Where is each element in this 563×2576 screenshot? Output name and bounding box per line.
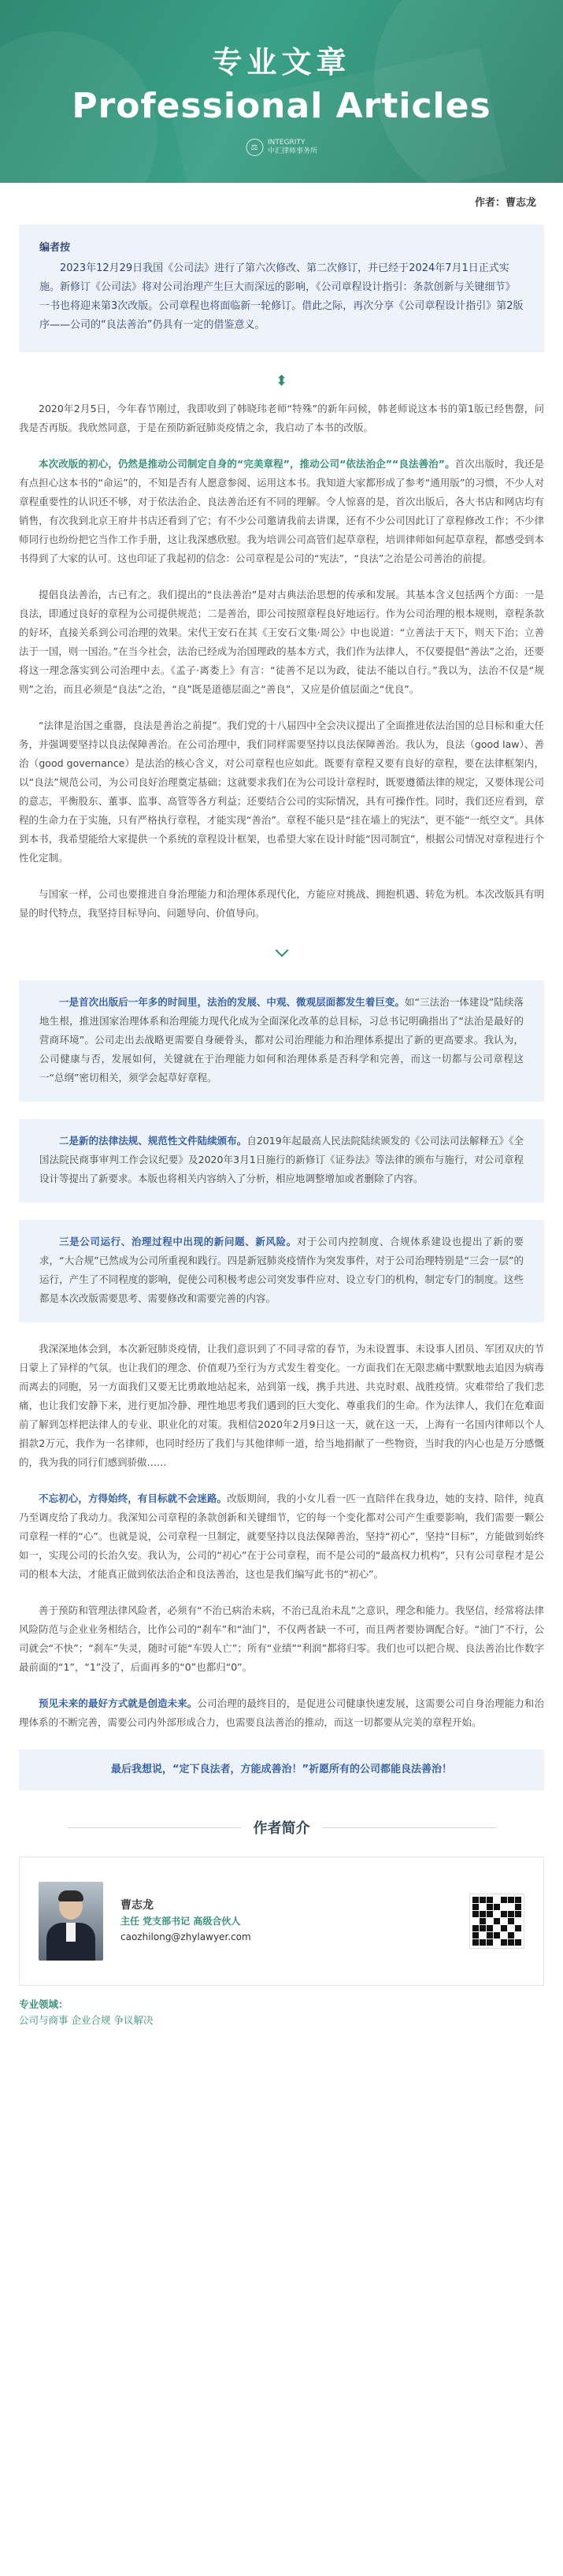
editor-note-label: 编者按 bbox=[39, 242, 71, 254]
point-box-1: 一是首次出版后一年多的时间里，法治的发展、中观、微观层面都发生着巨变。如“三法治一体建设”陆续落地生根，推进国家治理体系和治理能力现代化成为全面深化改革的总目标，习总书记明确指出了“法治是最好的营商环境”。公司走出去战略更需要自身硬骨头，都对公司治理能力和治理体系提出了新的更高要求。我认为，公司健康与否，发展如何，关键就在于治理能力如何和治理体系是否科学和完善，而这一切都与公司章程这一“总纲”密切相关，须学会起草好章程。 bbox=[19, 980, 544, 1102]
author-card bbox=[19, 1857, 544, 1986]
article-content bbox=[0, 225, 563, 1790]
practice-areas: 专业领域： 公司与商事 企业合规 争议解决 bbox=[19, 1998, 154, 2026]
author-portrait bbox=[39, 1882, 103, 1961]
arrow-down-icon: ⬍ bbox=[275, 373, 288, 389]
paragraph: 预见未来的最好方式就是创造未来。公司治理的最终目的，是促进公司健康快速发展，这需要公司自身治理能力和治理体系的不断完善，需要公司内外部形成合力，也需要良法善治的推动，而这一切都要从完美的章程开始。 bbox=[19, 1697, 544, 1728]
paragraph: 不忘初心，方得始终，有目标就不会迷路。改版期间，我的小女儿看一匹一直陪伴在我身边，她的支持、陪伴，纯真乃至调皮给了我动力。我深知公司章程的条款创新和关键细节，它的每一个变化都对公司产生重要影响，我们需要一颗公司章程一样的“心”。也就是说，公司章程一旦制定，就要坚持以良法保障善治，坚持“初心”，坚持“目标”，方能做到始终如一，实现公司的长治久安。我认为，公司的“初心”在于公司章程，而不是公司的“最高权力机构”，只有公司章程才是公司的根本大法，才能真正做到依法治企和良法善治，这也是我们编写此书的“初心”。 bbox=[19, 1492, 544, 1580]
chevron-down-icon bbox=[19, 943, 544, 958]
editor-note-text: 2023年12月29日我国《公司法》进行了第六次修改、第二次修订，并已经于2024年7月1日正式实施。新修订《公司法》将对公司治理产生巨大而深远的影响，《公司章程设计指引：条款创新与关键细节》一书也将迎来第3次改版。公司章程也将面临新一轮修订。借此之际，再次分享《公司章程设计指引》第2版序——公司的“良法善治”仍具有一定的借鉴意义。 bbox=[39, 262, 524, 331]
author-name: 曹志龙 bbox=[120, 1899, 154, 1912]
point-box-2: 二是新的法律法规、规范性文件陆续颁布。自2019年起最高人民法院陆续颁发的《公司法司法解释五》《全国法院民商事审判工作会议纪要》及2020年3月1日施行的新修订《证券法》等法律的颁布与施行，对公司章程设计等提出了新要求。本版也将相关内容纳入了分析，相应地调整增加或者删除了内容。 bbox=[19, 1119, 544, 1203]
editor-note bbox=[19, 225, 544, 352]
point-box-3: 三是公司运行、治理过程中出现的新问题、新风险。对于公司内控制度、合规体系建设也提出了新的要求，“大合规”已然成为公司所重视和践行。四是新冠肺炎疫情作为突发事件，对于公司治理特别是“三会一层”的运行，产生了不同程度的影响，促使公司积极考虑公司突发事件应对、设立专门的机构，制定专门的制度。这些都是本次改版需要思考、需要修改和需要完善的内容。 bbox=[19, 1220, 544, 1322]
paragraph: 提倡良法善治，古已有之。我们提出的“良法善治”是对古典法治思想的传承和发展。其基本含义包括两个方面：一是良法，即通过良好的章程为公司提供规范；二是善治，即公司按照章程良好地运行。作为公司治理的根本规则，章程条款的好坏，直接关系到公司治理的效果。宋代王安石在其《王安石文集·周公》中也说道：“立善法于天下，则天下治；立善法于一国，则一国治。”在当今社会，法治已经成为治国理政的基本方式，我们作为法律人，不仅要提倡“善法”之治，还要将这一理念落实到公司治理中去。《孟子·离娄上》有言：“徒善不足以为政，徒法不能以自行。”我以为，法治不仅是“规则”之治，而且必须是“良法”之治，“良”既是道德层面之“善良”，又应是价值层面之“优良”。 bbox=[19, 589, 544, 695]
paragraph: 本次改版的初心，仍然是推动公司制定自身的“完美章程”，推动公司“依法治企”“良法善治”。首次出版时，我还是有点担心这本书的“命运”的，不知是否有人愿意参阅、运用这本书。我知道大家都形成了参考“通用版”的习惯，不少人对章程重要性的认识还不够，对于依法治企、良法善治还有不同的理解。令人惊喜的是，首次出版后，各大书店和网店均有销售，有次我到北京王府井书店还看到了它；有不少公司邀请我前去讲课，还有不少公司因此订了章程修改工作；不少律师同行也纷纷把它当作工作手册，这让我深感欣慰。我为培训公司高管们起草章程，培训律师如何起草章程，都感受到本书得到了大家的认可。这也印证了我起初的信念：公司章程是公司的“宪法”，“良法”之治是公司善治的前提。 bbox=[19, 458, 544, 564]
banner-title-en: Professional Articles bbox=[72, 86, 491, 126]
paragraph: 我深深地体会到，本次新冠肺炎疫情，让我们意识到了不同寻常的春节，为未设置事、未设事人团员、军团双庆的节日蒙上了异样的气氛。也让我们的理念、价值观乃至行为方式发生着变化。一方面我们在无限悲痛中默默地去追因为病毒而离去的同胞，另一方面我们又要无比勇敢地站起来，站到第一线，携手共进、共克时艰、战胜疫情。灾难带给了我们悲痛，也让我们安静下来，进行更加冷静、理性地思考我们遇到的巨大变化、尊重我们的生命。作为法律人，我们在危难面前了解到怎样把法律人的专业、职业化的对策。我相信2020年2月9日这一天，就在这一天，上海有一名国内律师以个人捐款2万元，我作为一名律师，也同时经历了我们与其他律师一道，给当地捐献了一些物资，当时我的内心也是万分感慨的，我为我的同行们感到骄傲…… bbox=[19, 1343, 544, 1468]
qr-code-icon bbox=[469, 1894, 524, 1949]
paragraph: 善于预防和管理法律风险者，必须有“不治已病治未病，不治已乱治未乱”之意识，理念和能力。我坚信，经常将法律风险防范与企业业务相结合，比作公司的“刹车”和“油门”，不仅两者缺一不可，而且两者要协调配合好。“油门”不行，公司就会“不快”；“刹车”失灵，随时可能“车毁人亡”；所有“业绩”“利润”都将归零。我们也可以把合规、良法善治比作数字最前面的“1”，“1”没了，后面再多的“0”也都归“0”。 bbox=[19, 1604, 544, 1673]
author-line: 作者：曹志龙 bbox=[474, 197, 536, 209]
paragraph: “法律是治国之重器，良法是善治之前提”。我们党的十八届四中全会决议提出了全面推进依法治国的总目标和重大任务，并强调要坚持以良法保障善治。在公司治理中，我们同样需要坚持以良法保障善治。我认为，良法（good law）、善治（good governance）是法治的核心含义，对公司章程也应如此。既要有章程又要有良好的章程，要在法律框架内，以“良法”规范公司，为公司良好治理奠定基础；这就要求我们在为公司设计章程时，既要遵循法律的规定，又要体现公司的意志，平衡股东、董事、监事、高管等各方利益；还要结合公司的实际情况，具有可操作性。同时，我们还应看到，章程的生命力在于实施，只有严格执行章程，才能实现“善治”。章程不能只是“挂在墙上的宪法”，更不能“一纸空文”。具体到本书，我希望能给大家提供一个系统的章程设计框架，也希望大家在设计时能“因司制宜”，根据公司情况对章程进行个性化定制。 bbox=[19, 719, 544, 864]
author-email[interactable]: caozhilong@zhylawyer.com bbox=[120, 1931, 251, 1942]
author-role: 主任 党支部书记 高级合伙人 bbox=[120, 1916, 241, 1927]
banner-title-cn: 专业文章 bbox=[212, 45, 351, 80]
author-intro-heading: 作者简介 bbox=[0, 1817, 563, 1838]
paragraph: 与国家一样，公司也要推进自身治理能力和治理体系现代化，方能应对挑战、拥抱机遇、转危为机。本次改版具有明显的时代特点，我坚持目标导向、问题导向、价值导向。 bbox=[19, 888, 544, 919]
author-info bbox=[120, 1898, 452, 1945]
paragraph: 2020年2月5日，今年春节刚过，我即收到了韩晓玮老师“特殊”的新年问候，韩老师说这本书的第1版已经售罄，问我是否再版。我欣然同意，于是在预防新冠肺炎疫情之余，我启动了本书的改版。 bbox=[19, 403, 544, 433]
firm-logo: ⚖ INTEGRITY 中汇律师事务所 bbox=[246, 139, 317, 156]
header-banner bbox=[0, 0, 563, 183]
closing-box: 最后我想说，“定下良法者，方能成善治！”祈愿所有的公司都能良法善治！ bbox=[19, 1749, 544, 1790]
logo-icon: ⚖ bbox=[246, 139, 263, 156]
